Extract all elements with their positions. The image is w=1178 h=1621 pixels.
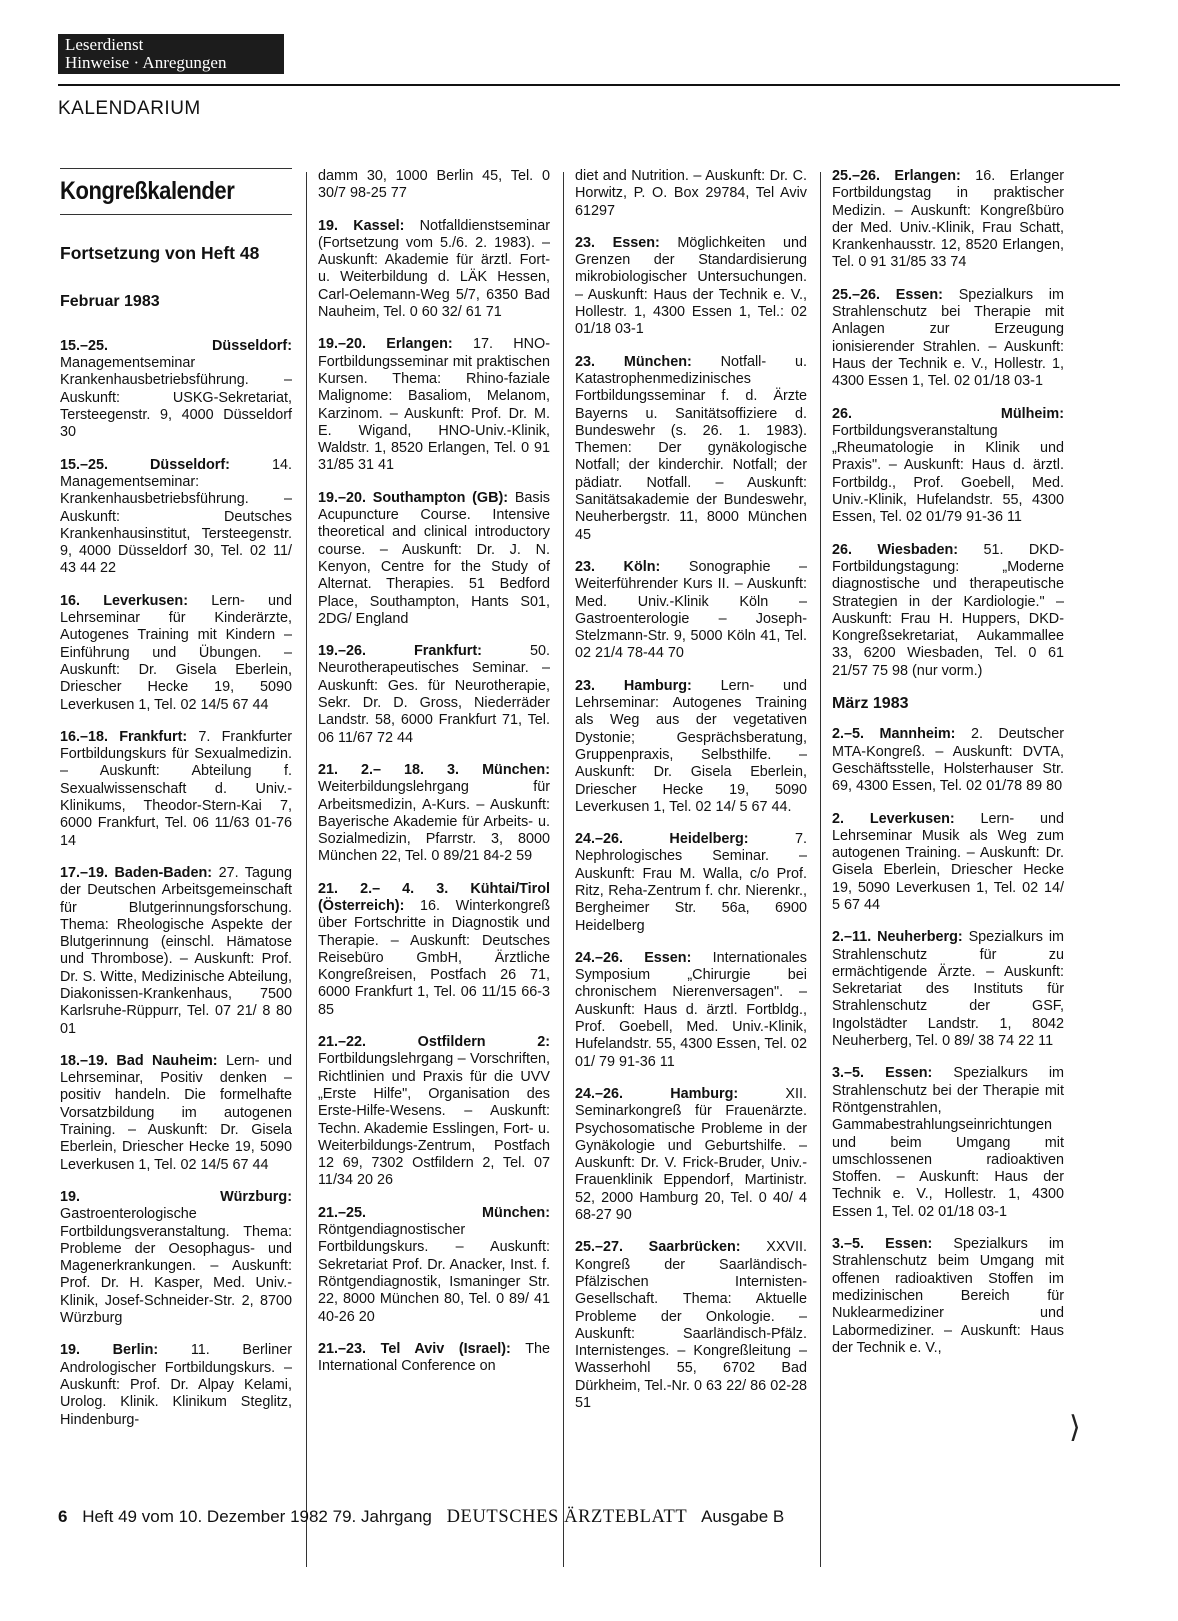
entry-date: 23. bbox=[575, 558, 596, 575]
entry-place: Essen: bbox=[895, 286, 943, 303]
calendar-entry bbox=[318, 218, 550, 322]
entry-text: damm 30, 1000 Berlin 45, Tel. 0 30/7 98-25 77 bbox=[318, 168, 550, 202]
entry-date: 19.–20. bbox=[318, 489, 367, 506]
entry-place: München: bbox=[482, 1204, 550, 1221]
entry-text: Basis Acupuncture Course. Intensive theoretical and clinical introductory course. – Auskunft: Dr. J. N. Kenyon, Centre for the Study of Alternat. Therapies. 51 Bedford Place, Southampton, Hants S01, 2DG/ England bbox=[318, 489, 551, 627]
entry-text: 50. Neurotherapeutisches Seminar. – Auskunft: Ges. für Neurotherapie, Sekr. Dr. D. Gross, Niederräder Landstr. 58, 6000 Frankfurt 71, Tel. 06 11/67 72 44 bbox=[318, 643, 550, 746]
entry-place: Leverkusen: bbox=[103, 592, 189, 609]
entry-text: Fortbildungslehrgang – Vorschriften, Richtlinien und Praxis für die UVV „Erste Hilfe", Organisation des Erste-Hilfe-Wesens. – Auskunft: Techn. Akademie Esslingen, Fort- u. Weiterbildungs-Zentrum, Postfach 12 69, 7302 Ostfildern 2, Tel. 07 11/34 20 26 bbox=[318, 1051, 550, 1189]
calendar-title: Kongreßkalender bbox=[60, 177, 235, 205]
entry-date: 21. 2.– 4. 3. bbox=[318, 880, 449, 897]
calendar-entry bbox=[832, 406, 1064, 527]
entry-text: Lern- und Lehrseminar, Positiv denken – positiv handeln. Die formelhafte Vorsatzbildung im autogenen Training. – Auskunft: Dr. Gisela Eberlein, Driescher Hecke 19, 5090 Leverkusen 1, Tel. 02 14/5 67 44 bbox=[60, 1052, 292, 1173]
calendar-entry bbox=[60, 1342, 292, 1428]
calendar-entry bbox=[60, 457, 292, 578]
calendar-entry bbox=[318, 762, 550, 866]
issue-info: Heft 49 vom 10. Dezember 1982 79. Jahrgang bbox=[82, 1507, 432, 1526]
calendar-entry bbox=[575, 1239, 807, 1412]
entry-place: Kassel: bbox=[353, 217, 405, 234]
entry-text: Sonographie – Weiterführender Kurs II. – Auskunft: Med. Univ.-Klinik Köln – Gastroenterologie – Joseph-Stelzmann-Str. 9, 5000 Köln 41, Tel. 02 21/4 78-44 70 bbox=[575, 558, 807, 662]
entry-text: Lern- und Lehrseminar Musik als Weg zum autogenen Training. – Auskunft: Dr. Gisela Eberlein, Driescher Hecke 19, 5090 Leverkusen 1, Tel. 02 14/ 5 67 44 bbox=[832, 810, 1064, 913]
entry-text: Spezialkurs im Strahlenschutz bei Therapie mit Anlagen zur Erzeugung ionisierender Strahlen. – Auskunft: Haus der Technik e. V., Hollestr. 1, 4300 Essen 1, Tel. 02 01/18 03-1 bbox=[832, 286, 1064, 390]
column-4 bbox=[832, 168, 1064, 1372]
column-2 bbox=[318, 168, 550, 1390]
month-heading-mar: März 1983 bbox=[832, 695, 909, 713]
entry-place: Mannheim: bbox=[879, 726, 956, 743]
entry-place: Würzburg: bbox=[220, 1188, 292, 1205]
entry-place: Essen: bbox=[612, 234, 660, 251]
column-divider bbox=[820, 172, 821, 1567]
entry-date: 21. 2.– 18. 3. bbox=[318, 761, 460, 778]
entry-text: 17. HNO-Fortbildungsseminar mit praktischen Kursen. Thema: Rhino-faziale Malignome: Basaliom, Melanom, Karzinom. – Auskunft: Prof. Dr. M. E. Wigand, HNO-Univ.-Klinik, Waldstr. 1, 8520 Erlangen, Tel. 0 91 31/85 31 41 bbox=[318, 336, 551, 474]
page-footer bbox=[58, 1507, 784, 1528]
entry-text: Spezialkurs im Strahlenschutz beim Umgang mit offenen radioaktiven Stoffen im medizinischen Bereich für Nuklearmediziner und Labormediziner. – Auskunft: Haus der Technik e. V., bbox=[832, 1236, 1065, 1356]
title-rule-bottom bbox=[60, 214, 292, 215]
entry-text: Notfalldienstseminar (Fortsetzung vom 5./6. 2. 1983). – Auskunft: Akademie für ärztl. Fort- u. Weiterbildung d. LÄK Hessen, Carl-Oelemann-Weg 5/7, 6350 Bad Nauheim, Tel. 0 60 32/ 61 71 bbox=[318, 217, 550, 321]
entry-place: Erlangen: bbox=[894, 168, 961, 184]
entry-list-4b bbox=[832, 726, 1064, 1357]
entry-text: Notfall- u. Katastrophenmedizinisches Fortbildungsseminar f. d. Ärzte Bayerns u. Sanitätsoffiziere d. Bundeswehr (s. 26. 1. 1983). Themen: Der gynäkologische Notfall; der kinderchir. Notfall; der pädiatr. Notfall. – Auskunft: Sanitätsakademie der Bundeswehr, Neuherbergstr. 11, 8000 München 45 bbox=[575, 353, 807, 543]
calendar-entry bbox=[832, 168, 1064, 272]
continuation-heading: Fortsetzung von Heft 48 bbox=[60, 243, 260, 264]
section-title: KALENDARIUM bbox=[58, 98, 201, 119]
column-1 bbox=[60, 168, 292, 1444]
entry-place: Hamburg: bbox=[623, 677, 692, 694]
entry-date: 19.–26. bbox=[318, 643, 367, 660]
entry-place: Leverkusen: bbox=[869, 810, 955, 827]
calendar-entry bbox=[832, 726, 1064, 795]
entry-text: Möglichkeiten und Grenzen der Standardisierung mikrobiologischer Untersuchungen. – Auskunft: Haus der Technik e. V., Hollestr. 1, 4300 Essen 1, Tel.: 02 01/18 03-1 bbox=[575, 234, 807, 338]
entry-text: 2. Deutscher MTA-Kongreß. – Auskunft: DVTA, Geschäftsstelle, Holsterhauser Str. 69, 4300 Essen, Tel. 02 01/78 89 80 bbox=[832, 726, 1065, 795]
entry-date: 25.–26. bbox=[832, 286, 881, 303]
calendar-entry bbox=[318, 881, 550, 1019]
entry-place: Düsseldorf: bbox=[212, 337, 292, 354]
calendar-entry bbox=[832, 542, 1064, 680]
calendar-entry bbox=[832, 287, 1064, 391]
entry-date: 3.–5. bbox=[832, 1236, 865, 1253]
entry-place: Frankfurt: bbox=[414, 643, 482, 660]
entry-text: 11. Berliner Andrologischer Fortbildungskurs. – Auskunft: Prof. Dr. Alpay Kelami, Urolog. Klinik. Klinikum Steglitz, Hindenburg- bbox=[60, 1342, 292, 1428]
entry-date: 2.–11. bbox=[832, 929, 872, 946]
entry-place: Saarbrücken: bbox=[648, 1239, 741, 1256]
entry-text: XXVII. Kongreß der Saarländisch-Pfälzischen Internisten-Gesellschaft. Thema: Aktuelle Probleme der Onkologie. – Auskunft: Saarländisch-Pfälz. Internistenges. – Kongreßleitung – Wasserhohl 55, 6702 Bad Dürkheim, Tel.-Nr. 0 63 22/ 86 02-28 51 bbox=[575, 1239, 808, 1411]
entry-date: 24.–26. bbox=[575, 831, 624, 848]
entry-date: 21.–23. bbox=[318, 1340, 367, 1357]
entry-place: Tel Aviv (Israel): bbox=[380, 1340, 511, 1357]
entry-place: Wiesbaden: bbox=[877, 541, 959, 558]
entry-date: 23. bbox=[575, 353, 596, 370]
calendar-entry bbox=[60, 729, 292, 850]
calendar-entry bbox=[60, 865, 292, 1038]
calendar-entry bbox=[318, 336, 550, 474]
month-heading-feb: Februar 1983 bbox=[60, 292, 160, 310]
entry-date: 2.–5. bbox=[832, 726, 865, 743]
calendar-entry bbox=[832, 1065, 1064, 1221]
entry-list-4a bbox=[832, 168, 1064, 680]
calendar-entry bbox=[575, 168, 807, 220]
entry-list-3 bbox=[575, 168, 807, 1412]
entry-date: 24.–26. bbox=[575, 949, 624, 966]
entry-place: Southampton (GB): bbox=[372, 489, 509, 506]
calendar-entry bbox=[575, 354, 807, 544]
entry-place: Mülheim: bbox=[1000, 405, 1064, 422]
entry-date: 3.–5. bbox=[832, 1065, 865, 1082]
entry-text: Röntgendiagnostischer Fortbildungskurs. – Auskunft: Sekretariat Prof. Dr. Anacker, Inst. f. Röntgendiagnostik, Ismaninger Str. 22, 8000 München 80, Tel. 0 89/ 41 40-26 20 bbox=[318, 1222, 550, 1325]
entry-text: Lern- und Lehrseminar für Kinderärzte, Autogenes Training mit Kindern – Einführung und Übungen. – Auskunft: Dr. Gisela Eberlein, Driescher Hecke 19, 5090 Leverkusen 1, Tel. 02 14/5 67 44 bbox=[60, 592, 293, 713]
entry-date: 15.–25. bbox=[60, 456, 109, 473]
entry-date: 16. bbox=[60, 592, 81, 609]
calendar-entry bbox=[318, 1205, 550, 1326]
calendar-entry bbox=[575, 235, 807, 339]
entry-place: Berlin: bbox=[112, 1342, 159, 1359]
entry-text: 7. Frankfurter Fortbildungskurs für Sexualmedizin. – Auskunft: Abteilung f. Sexualwissenschaft d. Univ.-Klinikums, Theodor-Stern-Kai 7, 6000 Frankfurt, Tel. 06 11/63 01-76 14 bbox=[60, 728, 293, 849]
calendar-entry bbox=[318, 1341, 550, 1376]
column-3 bbox=[575, 168, 807, 1427]
entry-place: München: bbox=[482, 761, 551, 778]
entry-place: Essen: bbox=[644, 949, 692, 966]
entry-text: Lern- und Lehrseminar: Autogenes Training als Weg aus der vegetativen Dystonie; Gesprächsberatung, Gruppenpraxis, Selbsthilfe. – Auskunft: Dr. Gisela Eberlein, Driescher Hecke 19, 5090 Leverkusen 1, Tel. 02 14/ 5 67 44. bbox=[575, 677, 808, 815]
entry-date: 17.–19. bbox=[60, 864, 109, 881]
column-divider bbox=[563, 172, 564, 1567]
calendar-entry bbox=[832, 1236, 1064, 1357]
entry-text: diet and Nutrition. – Auskunft: Dr. C. Horwitz, P. O. Box 29784, Tel Aviv 61297 bbox=[575, 168, 807, 219]
tag-line-1: Leserdienst bbox=[65, 35, 144, 54]
entry-text: 27. Tagung der Deutschen Arbeitsgemeinschaft für Blutgerinnungsforschung. Thema: Rheologische Aspekte der Blutgerinnung (einschl. Hämatose und Thrombose). – Auskunft: Prof. Dr. S. Witte, Medizinische Abteilung, Diakonissen-Krankenhaus, 7500 Karlsruhe-Rüppurr, Tel. 07 21/ 8 80 01 bbox=[60, 864, 293, 1037]
entry-text: Spezialkurs im Strahlenschutz bei der Therapie mit Röntgenstrahlen, Gammabestrahlungseinrichtungen und beim Umgang mit umschlossenen radioaktiven Stoffen. – Auskunft: Haus der Technik e. V., Hollestr. 1, 4300 Essen 1, Tel. 02 01/18 03-1 bbox=[832, 1065, 1065, 1220]
entry-place: Düsseldorf: bbox=[150, 456, 230, 473]
entry-text: The International Conference on bbox=[318, 1340, 550, 1375]
entry-place: Neuherberg: bbox=[877, 929, 963, 946]
page-number: 6 bbox=[58, 1507, 68, 1526]
continue-arrow-icon: ⟩ bbox=[1069, 1411, 1081, 1444]
entry-date: 25.–27. bbox=[575, 1239, 624, 1256]
entry-place: München: bbox=[623, 353, 692, 370]
calendar-entry bbox=[318, 490, 550, 628]
entry-list-1 bbox=[60, 338, 292, 1429]
section-tag bbox=[58, 34, 284, 74]
entry-date: 16.–18. bbox=[60, 728, 109, 745]
entry-text: XII. Seminarkongreß für Frauenärzte. Psychosomatische Probleme in der Gynäkologie und Geburtshilfe. – Auskunft: Dr. V. Frick-Bruder, Univ.-Frauenklinik Eppendorf, Martinistr. 52, 2000 Hamburg 20, Tel. 0 40/ 4 68-27 90 bbox=[575, 1085, 808, 1224]
entry-text: Internationales Symposium „Chirurgie bei chronischem Nierenversagen". – Auskunft: Haus d. ärztl. Fortbldg., Prof. Goebell, Med. Univ.-Klinik, Hufelandstr. 55, 4300 Essen, Tel. 02 01/ 79 91-36 11 bbox=[575, 949, 807, 1070]
calendar-entry bbox=[318, 643, 550, 747]
entry-text: Managementseminar Krankenhausbetriebsführung. – Auskunft: USKG-Sekretariat, Tersteegenstr. 9, 4000 Düsseldorf 30 bbox=[60, 355, 292, 441]
calendar-entry bbox=[60, 593, 292, 714]
entry-date: 21.–25. bbox=[318, 1204, 367, 1221]
entry-place: Essen: bbox=[885, 1065, 933, 1082]
entry-date: 24.–26. bbox=[575, 1085, 624, 1102]
entry-place: Baden-Baden: bbox=[114, 864, 213, 881]
calendar-entry bbox=[575, 1086, 807, 1224]
entry-date: 18.–19. bbox=[60, 1052, 109, 1069]
calendar-entry bbox=[318, 1034, 550, 1190]
top-rule bbox=[58, 84, 1120, 86]
calendar-entry bbox=[575, 950, 807, 1071]
entry-date: 19. bbox=[318, 217, 339, 234]
edition: Ausgabe B bbox=[701, 1507, 785, 1526]
entry-date: 15.–25. bbox=[60, 337, 109, 354]
entry-text: Gastroenterologische Fortbildungsveranstaltung. Thema: Probleme der Oesophagus- und Magenerkrankungen. – Auskunft: Prof. Dr. H. Kasper, Med. Univ.-Klinik, Josef-Schneider-Str. 2, 8700 Würzburg bbox=[60, 1206, 292, 1327]
entry-date: 26. bbox=[832, 405, 853, 422]
entry-text: 14. Managementseminar: Krankenhausbetriebsführung. – Auskunft: Deutsches Krankenhausinstitut, Tersteegenstr. 9, 4000 Düsseldorf 30, Tel. 02 11/ 43 44 22 bbox=[60, 456, 292, 577]
entry-date: 26. bbox=[832, 541, 853, 558]
entry-list-2 bbox=[318, 168, 550, 1375]
entry-date: 23. bbox=[575, 234, 596, 251]
entry-place: Köln: bbox=[623, 558, 661, 575]
title-rule-top bbox=[60, 168, 292, 169]
entry-text: 7. Nephrologisches Seminar. – Auskunft: Frau M. Walla, c/o Prof. Ritz, Reha-Zentrum f. chr. Nierenkr., Bergheimer Str. 56a, 6900 Heidelberg bbox=[575, 831, 808, 934]
entry-place: Heidelberg: bbox=[669, 831, 749, 848]
entry-place: Kühtai/Tirol (Österreich): bbox=[318, 880, 550, 914]
entry-date: 19. bbox=[60, 1342, 81, 1359]
tag-line-2: Hinweise · Anregungen bbox=[65, 53, 227, 72]
entry-place: Frankfurt: bbox=[119, 728, 188, 745]
entry-place: Hamburg: bbox=[670, 1085, 739, 1102]
entry-text: Fortbildungsveranstaltung „Rheumatologie in Klinik und Praxis". – Auskunft: Haus d. ärztl. Fortbildg., Prof. Goebell, Med. Univ.-Klinik, Hufelandstr. 55, 4300 Essen, Tel. 02 01/79 91-36 11 bbox=[832, 422, 1064, 526]
calendar-entry bbox=[575, 559, 807, 663]
entry-text: 51. DKD-Fortbildungstagung: „Moderne diagnostische und therapeutische Strategien in der Kardiologie." – Auskunft: Frau H. Huppers, DKD-Kongreßsekretariat, Aukammallee 33, 6200 Wiesbaden, Tel. 0 61 21/57 75 98 (nur vorm.) bbox=[832, 541, 1065, 679]
column-divider bbox=[306, 172, 307, 1567]
entry-place: Essen: bbox=[885, 1236, 933, 1253]
calendar-entry bbox=[60, 1189, 292, 1327]
entry-date: 21.–22. bbox=[318, 1034, 367, 1051]
calendar-entry bbox=[575, 831, 807, 935]
calendar-entry bbox=[60, 338, 292, 442]
entry-text: Spezialkurs im Strahlenschutz für zu ermächtigende Ärzte. – Auskunft: Sekretariat des Instituts für Strahlenschutz der GSF, Ingolstädter Landstr. 1, 8042 Neuherberg, Tel. 0 89/ 38 74 22 11 bbox=[832, 929, 1065, 1050]
entry-date: 19.–20. bbox=[318, 336, 367, 353]
entry-date: 25.–26. bbox=[832, 168, 881, 184]
calendar-entry bbox=[832, 929, 1064, 1050]
entry-date: 23. bbox=[575, 677, 596, 694]
entry-text: 16. Winterkongreß über Fortschritte in Diagnostik und Therapie. – Auskunft: Deutsches Reisebüro GmbH, Ärztliche Kongreßreisen, Postfach 26 71, 6000 Frankfurt 1, Tel. 06 11/15 66-3 85 bbox=[318, 897, 550, 1018]
entry-place: Ostfildern 2: bbox=[417, 1034, 550, 1051]
calendar-entry bbox=[832, 811, 1064, 915]
entry-date: 2. bbox=[832, 810, 845, 827]
entry-place: Bad Nauheim: bbox=[116, 1052, 218, 1069]
magazine-name: DEUTSCHES ÄRZTEBLATT bbox=[446, 1507, 688, 1527]
entry-text: 16. Erlanger Fortbildungstag in praktischer Medizin. – Auskunft: Kongreßbüro der Med. Univ.-Klinik, Frau Schatt, Krankenhausstr. 12, 8520 Erlangen, Tel. 0 91 31/85 33 74 bbox=[832, 168, 1065, 271]
calendar-entry bbox=[575, 678, 807, 816]
calendar-entry bbox=[60, 1053, 292, 1174]
calendar-entry bbox=[318, 168, 550, 203]
entry-text: Weiterbildungslehrgang für Arbeitsmedizin, A-Kurs. – Auskunft: Bayerische Akademie für Arbeits- u. Sozialmedizin, Pfarrstr. 3, 8000 München 22, Tel. 0 89/21 84-2 59 bbox=[318, 779, 550, 865]
entry-date: 19. bbox=[60, 1188, 81, 1205]
entry-place: Erlangen: bbox=[386, 336, 453, 353]
